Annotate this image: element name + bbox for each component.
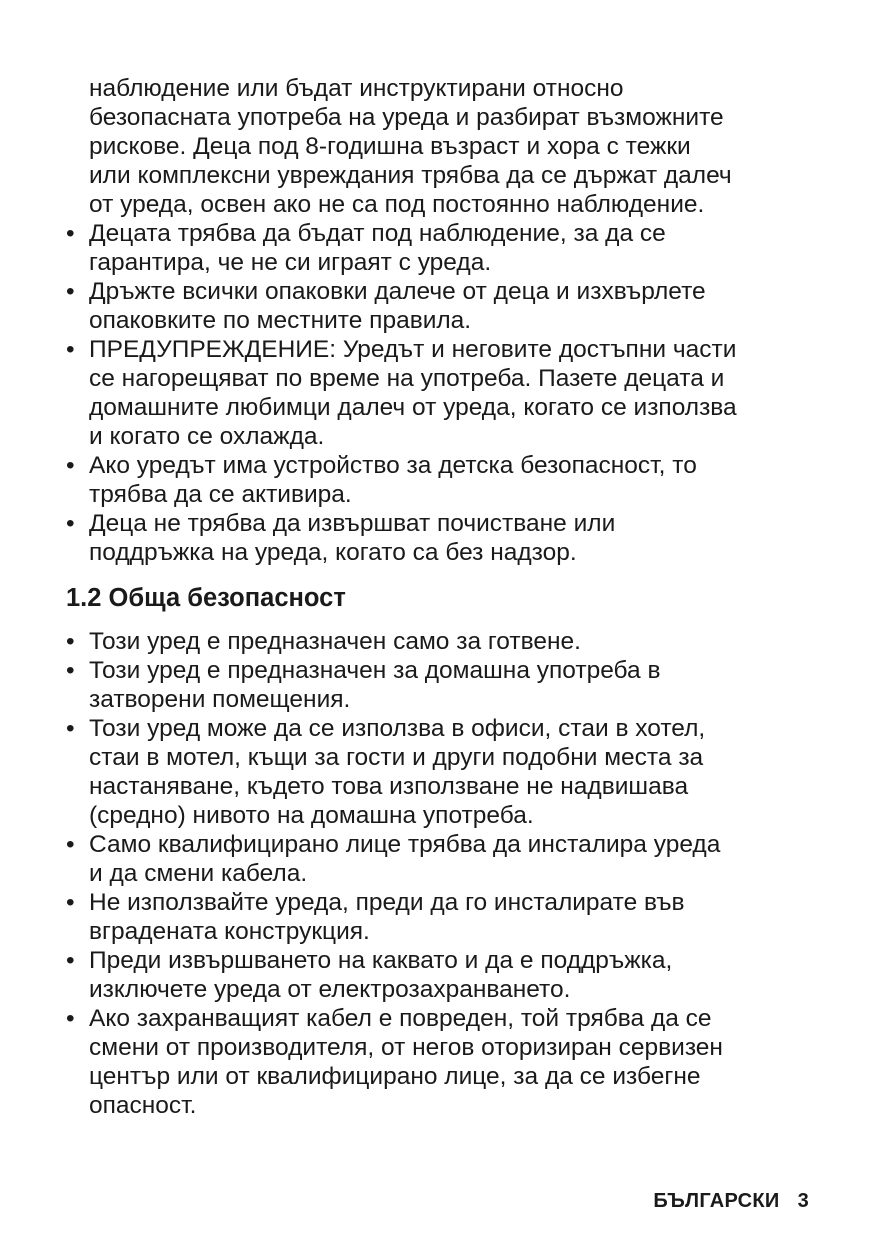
bullet-icon: • — [66, 1005, 75, 1032]
text-line: рискове. Деца под 8-годишна възраст и хора с тежки — [89, 133, 691, 160]
list-item — [66, 656, 826, 714]
text-line: изключете уреда от електрозахранването. — [89, 976, 571, 1003]
text-line: Преди извършването на каквато и да е поддръжка, — [89, 947, 673, 974]
text-line: център или от квалифицирано лице, за да се избегне — [89, 1063, 701, 1090]
text-line: Децата трябва да бъдат под наблюдение, за да се — [89, 220, 666, 247]
list-item — [66, 219, 826, 277]
text-line: Ако захранващият кабел е повреден, той трябва да се — [89, 1005, 712, 1032]
text-line: и да смени кабела. — [89, 860, 308, 887]
text-line: и когато се охлажда. — [89, 423, 325, 450]
text-line: Този уред е предназначен за домашна употреба в — [89, 657, 661, 684]
list-item — [66, 627, 826, 656]
text-line: наблюдение или бъдат инструктирани относно — [89, 75, 624, 102]
bullet-icon: • — [66, 452, 75, 479]
text-line: Този уред може да се използва в офиси, стаи в хотел, — [89, 715, 706, 742]
section-heading: 1.2 Обща безопасност — [66, 584, 346, 612]
general-safety-bullet-list — [66, 627, 826, 1120]
page-footer — [653, 1190, 809, 1213]
text-line: домашните любимци далеч от уреда, когато се използва — [89, 394, 737, 421]
text-line: Ако уредът има устройство за детска безопасност, то — [89, 452, 697, 479]
bullet-icon: • — [66, 657, 75, 684]
text-line: гарантира, че не си играят с уреда. — [89, 249, 492, 276]
text-line: безопасната употреба на уреда и разбират възможните — [89, 104, 724, 131]
text-line: смени от производителя, от негов оторизиран сервизен — [89, 1034, 723, 1061]
text-line: затворени помещения. — [89, 686, 351, 713]
bullet-icon: • — [66, 278, 75, 305]
text-line: стаи в мотел, къщи за гости и други подобни места за — [89, 744, 704, 771]
text-line: Деца не трябва да извършват почистване или — [89, 510, 616, 537]
list-item — [66, 509, 826, 567]
text-line: или комплексни увреждания трябва да се държат далеч — [89, 162, 732, 189]
list-item — [66, 1004, 826, 1120]
text-line: ПРЕДУПРЕЖДЕНИЕ: Уредът и неговите достъпни части — [89, 336, 737, 363]
continued-paragraph — [89, 74, 826, 219]
text-line: поддръжка на уреда, когато са без надзор. — [89, 539, 577, 566]
list-item — [66, 335, 826, 451]
bullet-icon: • — [66, 220, 75, 247]
text-line: вградената конструкция. — [89, 918, 370, 945]
list-item — [66, 451, 826, 509]
text-line: Само квалифицирано лице трябва да инсталира уреда — [89, 831, 721, 858]
text-line: Дръжте всички опаковки далече от деца и изхвърлете — [89, 278, 706, 305]
text-line: (средно) нивото на домашна употреба. — [89, 802, 534, 829]
list-item — [66, 714, 826, 830]
list-item — [66, 946, 826, 1004]
bullet-icon: • — [66, 628, 75, 655]
page-number: 3 — [797, 1190, 809, 1212]
text-line: Този уред е предназначен само за готвене. — [89, 628, 581, 655]
intro-bullet-list — [66, 219, 826, 567]
bullet-icon: • — [66, 831, 75, 858]
page-content — [66, 74, 826, 1120]
bullet-icon: • — [66, 715, 75, 742]
text-line: се нагорещяват по време на употреба. Пазете децата и — [89, 365, 725, 392]
text-line: трябва да се активира. — [89, 481, 352, 508]
text-line: Не използвайте уреда, преди да го инсталирате във — [89, 889, 685, 916]
bullet-icon: • — [66, 947, 75, 974]
text-line: опаковките по местните правила. — [89, 307, 472, 334]
text-line: опасност. — [89, 1092, 197, 1119]
bullet-icon: • — [66, 510, 75, 537]
text-line: от уреда, освен ако не са под постоянно наблюдение. — [89, 191, 705, 218]
footer-language: БЪЛГАРСКИ — [653, 1190, 780, 1212]
bullet-icon: • — [66, 336, 75, 363]
list-item — [66, 830, 826, 888]
text-line: настаняване, където това използване не надвишава — [89, 773, 689, 800]
list-item — [66, 277, 826, 335]
bullet-icon: • — [66, 889, 75, 916]
list-item — [66, 888, 826, 946]
